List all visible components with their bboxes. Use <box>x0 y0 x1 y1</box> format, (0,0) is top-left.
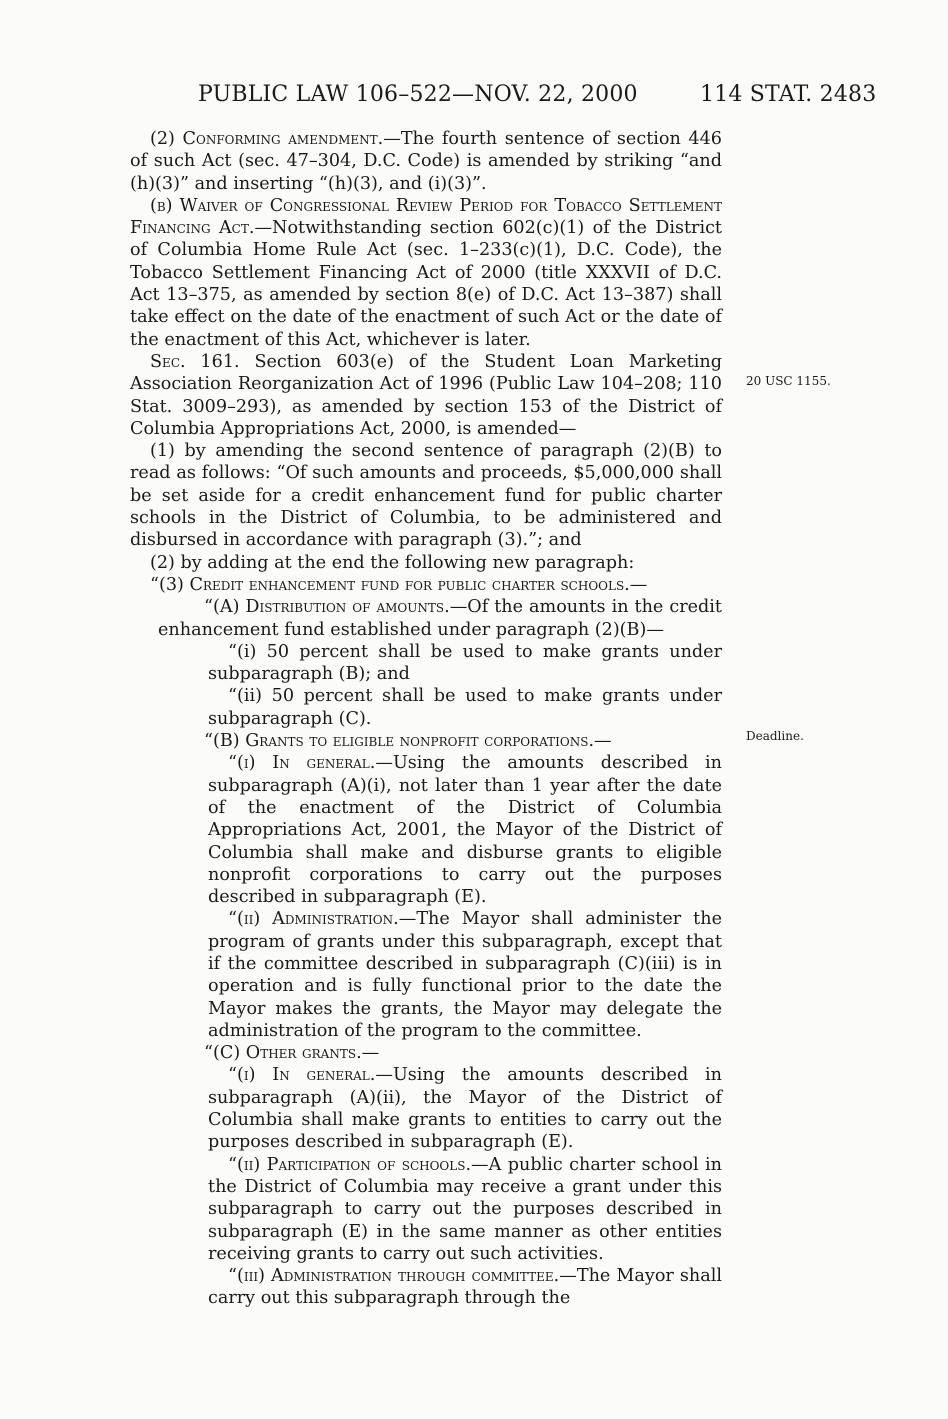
text-participation: —A public charter school in the District of Columbia may receive a grant under this subparagraph to carry out the purposes described in subparagraph (E) in the same manner as other entities receiving grants to carry out such activities. <box>208 1154 722 1264</box>
heading-credit-enhancement: “(3) Credit enhancement fund for public charter schools. <box>150 574 630 595</box>
paragraph-grants-nonprofit <box>130 730 722 752</box>
heading-waiver: (b) Waiver of Congressional Review Period for Tobacco Settlement Financing Act. <box>130 195 722 239</box>
text-sec-161: Section 603(e) of the Student Loan Marketing Association Reorganization Act of 1996 (Public Law 104–208; 110 Stat. 3009–293), as amended by section 153 of the District of Columbia Appropriations Act, 2000, is amended— <box>130 351 722 439</box>
heading-grants-nonprofit: “(B) Grants to eligible nonprofit corporations. <box>204 731 595 752</box>
paragraph-waiver <box>130 195 722 351</box>
heading-admin-committee: “(iii) Administration through committee. <box>228 1266 560 1287</box>
page-header <box>0 82 948 112</box>
text-admin-committee: —The Mayor shall carry out this subparagraph through the <box>208 1266 722 1309</box>
paragraph-participation <box>130 1154 722 1265</box>
heading-distribution: “(A) Distribution of amounts. <box>204 597 450 618</box>
margin-note-deadline: Deadline. <box>746 729 804 743</box>
paragraph-other-general <box>130 1064 722 1153</box>
text-conforming-amendment: —The fourth sentence of section 446 of such Act (sec. 47–304, D.C. Code) is amended by striking “and (h)(3)” and inserting “(h)(3), and (i)(3)”. <box>130 129 722 194</box>
text-nonprofit-administration: —The Mayor shall administer the program of grants under this subparagraph, except that if the committee described in subparagraph (C)(iii) is in operation and is fully functional prior to the date the Mayor makes the grants, the Mayor may delegate the administration of the program to the committee. <box>208 909 722 1041</box>
text-waiver: —Notwithstanding section 602(c)(1) of the District of Columbia Home Rule Act (sec. 1–233(c)(1), D.C. Code), the Tobacco Settlement Financing Act of 2000 (title XXXVII of D.C. Act 13–375, as amended by section 8(e) of D.C. Act 13–387) shall take effect on the date of the enactment of such Act or the date of the enactment of this Act, whichever is later. <box>130 218 723 350</box>
heading-sec-161: Sec. 161. <box>150 351 240 372</box>
paragraph-item-2: (2) by adding at the end the following new paragraph: <box>150 552 635 573</box>
heading-conforming-amendment: (2) Conforming amendment. <box>150 129 384 149</box>
heading-other-general: “(i) In general. <box>228 1065 376 1086</box>
header-stat-page: 114 STAT. 2483 <box>700 82 877 107</box>
paragraph-other-grants <box>130 1042 722 1064</box>
heading-participation: “(ii) Participation of schools. <box>228 1154 472 1175</box>
text-grants-nonprofit: — <box>594 731 612 752</box>
heading-other-grants: “(C) Other grants. <box>204 1043 362 1064</box>
margin-note-usc: 20 USC 1155. <box>746 374 831 388</box>
paragraph-sec-161 <box>130 351 722 440</box>
heading-nonprofit-general: “(i) In general. <box>228 753 376 774</box>
text-other-grants: — <box>361 1043 380 1064</box>
text-credit-enhancement: — <box>629 574 648 595</box>
header-title: PUBLIC LAW 106–522—NOV. 22, 2000 <box>198 82 638 107</box>
paragraph-nonprofit-general <box>130 752 722 908</box>
paragraph-distribution <box>130 596 722 641</box>
paragraph-distribution-ii: “(ii) 50 percent shall be used to make grants under subparagraph (C). <box>208 686 722 729</box>
heading-nonprofit-administration: “(ii) Administration. <box>228 909 399 930</box>
paragraph-nonprofit-administration <box>130 908 722 1042</box>
paragraph-admin-committee <box>130 1265 722 1310</box>
document-body <box>130 128 722 1310</box>
paragraph-conforming-amendment <box>130 128 722 195</box>
paragraph-distribution-i: “(i) 50 percent shall be used to make grants under subparagraph (B); and <box>208 641 722 685</box>
paragraph-credit-enhancement <box>130 574 722 596</box>
text-distribution: —Of the amounts in the credit enhancement fund established under paragraph (2)(B)— <box>158 597 722 640</box>
paragraph-item-1: (1) by amending the second sentence of paragraph (2)(B) to read as follows: “Of such amounts and proceeds, $5,000,000 shall be set aside for a credit enhancement fund for public charter schools in the District of Columbia, to be administered and disbursed in accordance with paragraph (3).”; and <box>130 441 722 551</box>
text-other-general: —Using the amounts described in subparagraph (A)(ii), the Mayor of the District of Columbia shall make grants to entities to carry out the purposes described in subparagraph (E). <box>208 1065 722 1153</box>
text-nonprofit-general: —Using the amounts described in subparagraph (A)(i), not later than 1 year after the date of the enactment of the District of Columbia Appropriations Act, 2001, the Mayor of the District of Columbia shall make and disburse grants to eligible nonprofit corporations to carry out the purposes described in subparagraph (E). <box>208 753 722 908</box>
